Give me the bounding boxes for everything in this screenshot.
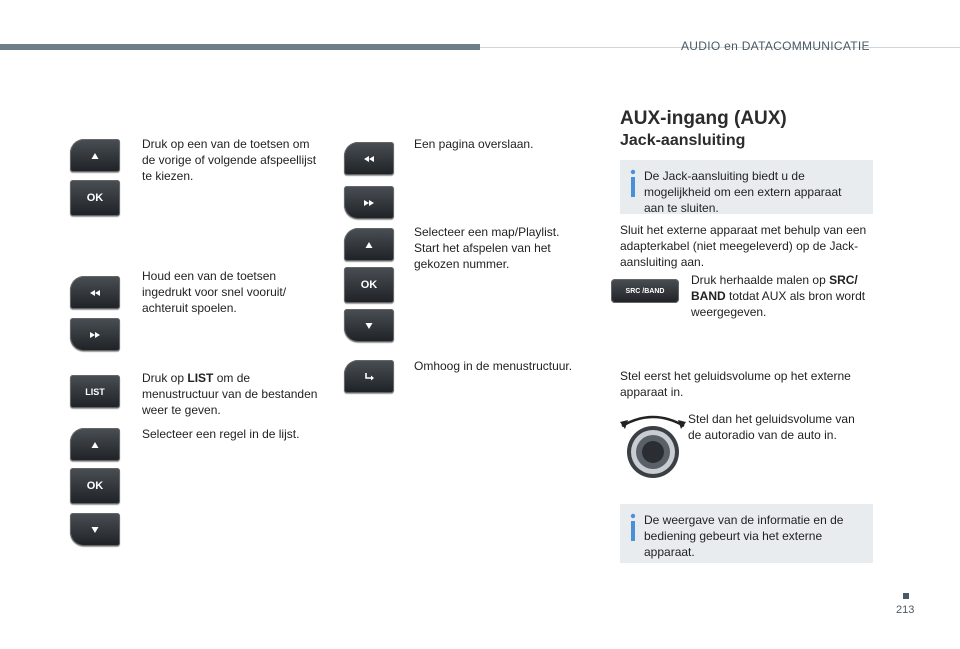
down-key-2 bbox=[344, 309, 394, 342]
up-key bbox=[70, 139, 120, 172]
rewind-icon bbox=[363, 154, 375, 164]
info-icon bbox=[628, 513, 638, 541]
note-2-text: De weergave van de informatie en de bediening gebeurt via het externe apparaat. bbox=[644, 513, 844, 559]
col2-text-3: Omhoog in de menustructuur. bbox=[414, 359, 573, 373]
ok-key-2: OK bbox=[70, 468, 120, 504]
rewind-key bbox=[70, 276, 120, 309]
triangle-down-icon bbox=[363, 321, 375, 331]
volume-knob-icon bbox=[618, 410, 688, 480]
info-note-2 bbox=[620, 504, 873, 563]
aux-title: AUX-ingang (AUX) bbox=[620, 108, 787, 129]
header-bar bbox=[0, 44, 480, 50]
triangle-up-icon bbox=[89, 151, 101, 161]
col1-text-1: Druk op een van de toetsen om de vorige of volgende afspeellijst te kiezen. bbox=[142, 137, 317, 183]
back-key bbox=[344, 360, 394, 393]
triangle-up-icon bbox=[89, 440, 101, 450]
page-back-key bbox=[344, 142, 394, 175]
list-key: LIST bbox=[70, 375, 120, 408]
page-forward-key bbox=[344, 186, 394, 219]
down-key bbox=[70, 513, 120, 546]
para-2: Stel eerst het geluidsvolume op het externe apparaat in. bbox=[620, 369, 851, 399]
col2-text-1: Een pagina overslaan. bbox=[414, 137, 534, 151]
jack-subtitle: Jack-aansluiting bbox=[620, 132, 746, 149]
triangle-up-icon bbox=[363, 240, 375, 250]
para-1: Sluit het externe apparaat met behulp van een adapterkabel (niet meegeleverd) op de Jack-aansluiting aan. bbox=[620, 223, 867, 269]
src-band-key: SRC /BAND bbox=[611, 279, 679, 303]
page-number: 213 bbox=[896, 604, 915, 616]
info-note-1 bbox=[620, 160, 873, 214]
up-key-2 bbox=[70, 428, 120, 461]
fast-forward-icon bbox=[89, 330, 101, 340]
rewind-icon bbox=[89, 288, 101, 298]
info-icon bbox=[628, 169, 638, 197]
ok-key-3: OK bbox=[344, 267, 394, 303]
col1-text-4: Selecteer een regel in de lijst. bbox=[142, 427, 300, 441]
section-title: AUDIO en DATACOMMUNICATIE bbox=[681, 39, 870, 53]
col1-text-2: Houd een van de toetsen ingedrukt voor snel vooruit/ achteruit spoelen. bbox=[142, 269, 287, 315]
note-1-text: De Jack-aansluiting biedt u de mogelijkheid om een extern apparaat aan te sluiten. bbox=[644, 169, 842, 215]
col1-text-3: Druk op LIST om de menustructuur van de bestanden weer te geven. bbox=[142, 371, 318, 417]
up-key-3 bbox=[344, 228, 394, 261]
page-marker bbox=[903, 593, 909, 599]
src-text: Druk herhaalde malen op SRC/ BAND totdat AUX als bron wordt weergegeven. bbox=[691, 273, 866, 319]
volume-text: Stel dan het geluidsvolume van de autoradio van de auto in. bbox=[688, 412, 855, 442]
ok-key: OK bbox=[70, 180, 120, 216]
col2-text-2: Selecteer een map/Playlist. Start het afspelen van het gekozen nummer. bbox=[414, 225, 560, 271]
return-arrow-icon bbox=[363, 372, 375, 382]
fast-forward-icon bbox=[363, 198, 375, 208]
forward-key bbox=[70, 318, 120, 351]
triangle-down-icon bbox=[89, 525, 101, 535]
